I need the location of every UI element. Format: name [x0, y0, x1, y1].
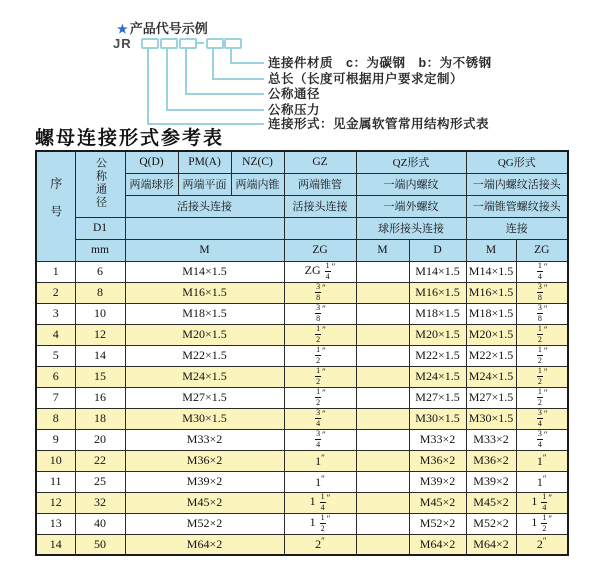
m-cell: M52×2: [125, 513, 284, 534]
fraction: $\frac{3}{8}$: [316, 303, 321, 323]
qz-m-cell: [356, 471, 409, 492]
col-nzc-header: NZ(C): [231, 151, 284, 173]
code-box-5: [224, 38, 242, 49]
fraction: $\frac{1}{2}$: [537, 387, 542, 407]
m-cell: M64×2: [125, 534, 284, 555]
qg-m-cell: M16×1.5: [466, 282, 516, 303]
qg-zg-cell: [516, 345, 568, 366]
qz-m-cell: [356, 387, 409, 408]
fraction: $\frac{3}{4}$: [316, 429, 321, 449]
qz-d-cell: M45×2: [409, 492, 466, 513]
inch-mark: ″: [542, 473, 547, 484]
inch-mark: ″: [322, 325, 326, 335]
gz-zg-cell: [284, 345, 356, 366]
fraction: $\frac{1}{2}$: [537, 345, 542, 365]
gz-zg-cell: 2″: [284, 534, 356, 555]
col-qd-header: Q(D): [125, 151, 178, 173]
fraction: $\frac{1}{2}$: [316, 324, 321, 344]
mm-header: mm: [75, 239, 125, 261]
inch-mark: ″: [543, 388, 548, 398]
seq-cell: 8: [36, 408, 75, 429]
seq-cell: 3: [36, 303, 75, 324]
fraction: $\frac{1}{2}$: [316, 345, 321, 365]
gz-zg-cell: 1″: [284, 471, 356, 492]
qg-zg-cell: [516, 429, 568, 450]
qz-m-cell: [356, 366, 409, 387]
gz-zg-cell: 1 $\frac{1}{2}$ ″: [284, 513, 356, 534]
code-box-2: [160, 38, 178, 49]
mm-cell: 18: [75, 408, 125, 429]
qz-m-cell: [356, 450, 409, 471]
qg-desc2: 一端锥管螺纹接头: [466, 195, 568, 217]
blank-cell-left: [125, 217, 284, 239]
blank-cell-gz: [284, 217, 356, 239]
qg-m-cell: M22×1.5: [466, 345, 516, 366]
fraction: $\frac{1}{2}$: [537, 366, 542, 386]
col-pma-header: PM(A): [178, 151, 231, 173]
mm-cell: 32: [75, 492, 125, 513]
diagram-heading: [117, 18, 208, 37]
qg-zg-cell: [516, 408, 568, 429]
mm-cell: 20: [75, 429, 125, 450]
qg-zg-cell: [516, 282, 568, 303]
mm-cell: 8: [75, 282, 125, 303]
qg-m-cell: M27×1.5: [466, 387, 516, 408]
fraction: $\frac{3}{4}$: [316, 408, 321, 428]
seq-cell: 10: [36, 450, 75, 471]
m-cell: M24×1.5: [125, 366, 284, 387]
table-row: [36, 429, 568, 450]
table-row: [36, 261, 568, 282]
diagram-label-nominal-press: 公称压力: [268, 103, 321, 117]
inch-mark: ″: [322, 409, 326, 419]
seq-cell: 2: [36, 282, 75, 303]
inch-mark: ″: [543, 283, 548, 293]
table-body: [36, 261, 568, 555]
qg-m-cell: M52×2: [466, 513, 516, 534]
qz-d-cell: M33×2: [409, 429, 466, 450]
qg-zg-cell: 1″: [516, 471, 568, 492]
gz-zg-cell: 1 $\frac{1}{4}$ ″: [284, 492, 356, 513]
m-left-header: M: [125, 239, 284, 261]
qd-desc: 两端球形: [125, 173, 178, 195]
seq-cell: 14: [36, 534, 75, 555]
gz-zg-cell: 1″: [284, 450, 356, 471]
qz-d-cell: M22×1.5: [409, 345, 466, 366]
inch-mark: ″: [542, 452, 547, 463]
m-cell: M16×1.5: [125, 282, 284, 303]
seq-cell: 6: [36, 366, 75, 387]
qg-m-cell: M18×1.5: [466, 303, 516, 324]
qg-m-cell: M45×2: [466, 492, 516, 513]
table-header: [36, 151, 568, 261]
table-title: 螺母连接形式参考表: [35, 128, 225, 149]
inch-mark: ″: [548, 493, 553, 503]
col-diameter-header: 公称通径: [75, 151, 125, 217]
qz-d-cell: M20×1.5: [409, 324, 466, 345]
qg-desc1: 一端内螺纹活接头: [466, 173, 568, 195]
inch-mark: ″: [322, 283, 326, 293]
inch-mark: ″: [542, 536, 547, 547]
qz-m-cell: [356, 492, 409, 513]
seq-cell: 7: [36, 387, 75, 408]
table-row: [36, 324, 568, 345]
seq-cell: 13: [36, 513, 75, 534]
m-cell: M20×1.5: [125, 324, 284, 345]
gz-zg-cell: [284, 324, 356, 345]
inch-mark: ″: [543, 367, 548, 377]
seq-cell: 4: [36, 324, 75, 345]
code-box-3: [179, 38, 197, 49]
qg-zg-cell: 1 $\frac{1}{2}$ ″: [516, 513, 568, 534]
fraction: $\frac{3}{4}$: [537, 408, 542, 428]
qg-zg-cell: 1 $\frac{1}{4}$ ″: [516, 492, 568, 513]
qg-zg-cell: 1″: [516, 450, 568, 471]
m-cell: M33×2: [125, 429, 284, 450]
inch-mark: ″: [322, 388, 326, 398]
seq-cell: 11: [36, 471, 75, 492]
d1-header: D1: [75, 217, 125, 239]
inch-mark: ″: [543, 325, 548, 335]
table-row: [36, 471, 568, 492]
fraction: $\frac{3}{8}$: [537, 282, 542, 302]
qg-zg-cell: [516, 387, 568, 408]
code-dash: [196, 42, 204, 44]
col-gz-header: GZ: [284, 151, 356, 173]
fraction: $\frac{1}{2}$: [320, 513, 325, 533]
fraction: $\frac{1}{2}$: [537, 324, 542, 344]
diagram-label-nominal-dia: 公称通径: [268, 87, 321, 101]
qz-m-cell: [356, 261, 409, 282]
qz-d-cell: M16×1.5: [409, 282, 466, 303]
mm-cell: 22: [75, 450, 125, 471]
m-cell: M45×2: [125, 492, 284, 513]
qg-m-cell: M14×1.5: [466, 261, 516, 282]
gz-zg-cell: [284, 429, 356, 450]
qz-d-cell: M18×1.5: [409, 303, 466, 324]
qz-m-cell: [356, 408, 409, 429]
union-conn-left: 活接头连接: [125, 195, 284, 217]
inch-mark: ″: [322, 367, 326, 377]
fraction: $\frac{1}{4}$: [320, 492, 325, 512]
seq-cell: 5: [36, 345, 75, 366]
m-cell: M39×2: [125, 471, 284, 492]
table-row: [36, 387, 568, 408]
m-qz-header: M: [356, 239, 409, 261]
qz-d-cell: M24×1.5: [409, 366, 466, 387]
m-cell: M14×1.5: [125, 261, 284, 282]
m-qg-header: M: [466, 239, 516, 261]
code-prefix: JR: [113, 36, 132, 51]
qz-m-cell: [356, 345, 409, 366]
qg-m-cell: M33×2: [466, 429, 516, 450]
gz-zg-cell: [284, 282, 356, 303]
zg-qg-header: ZG: [516, 239, 568, 261]
qz-m-cell: [356, 534, 409, 555]
mm-cell: 6: [75, 261, 125, 282]
table-row: [36, 513, 568, 534]
m-cell: M30×1.5: [125, 408, 284, 429]
inch-mark: ″: [321, 473, 325, 484]
qg-m-cell: M64×2: [466, 534, 516, 555]
zg-gz-header: ZG: [284, 239, 356, 261]
inch-mark: ″: [543, 409, 548, 419]
qg-m-cell: M39×2: [466, 471, 516, 492]
qg-zg-cell: [516, 303, 568, 324]
qg-zg-cell: [516, 324, 568, 345]
qg-m-cell: M20×1.5: [466, 324, 516, 345]
inch-mark: ″: [326, 493, 331, 503]
col-qg-header: QG形式: [466, 151, 568, 173]
fraction: $\frac{1}{2}$: [542, 513, 547, 533]
table-row: [36, 303, 568, 324]
mm-cell: 15: [75, 366, 125, 387]
qz-m-cell: [356, 429, 409, 450]
m-cell: M22×1.5: [125, 345, 284, 366]
diagram-label-total-length: 总长（长度可根据用户要求定制）: [268, 72, 464, 86]
qz-d-cell: M64×2: [409, 534, 466, 555]
qz-d-cell: M52×2: [409, 513, 466, 534]
fraction: $\frac{1}{4}$: [537, 261, 542, 281]
mm-cell: 12: [75, 324, 125, 345]
fraction: $\frac{3}{8}$: [316, 282, 321, 302]
gz-zg-cell: [284, 303, 356, 324]
mm-cell: 25: [75, 471, 125, 492]
inch-mark: ″: [331, 262, 336, 272]
union-conn-gz: 活接头连接: [284, 195, 356, 217]
table-row: [36, 345, 568, 366]
fraction: $\frac{1}{2}$: [316, 387, 321, 407]
fraction: $\frac{3}{4}$: [537, 429, 542, 449]
qz-m-cell: [356, 513, 409, 534]
inch-mark: ″: [322, 346, 326, 356]
code-box-4: [206, 38, 224, 49]
inch-mark: ″: [543, 262, 548, 272]
code-box-1: [141, 38, 159, 49]
mm-cell: 10: [75, 303, 125, 324]
diagram-title: 产品代号示例: [129, 21, 208, 36]
mm-cell: 14: [75, 345, 125, 366]
inch-mark: ″: [321, 536, 325, 547]
qg-zg-cell: 2″: [516, 534, 568, 555]
table-row: [36, 366, 568, 387]
nut-connection-reference-table: [35, 150, 569, 556]
mm-cell: 50: [75, 534, 125, 555]
inch-mark: ″: [322, 430, 326, 440]
qg-zg-cell: [516, 261, 568, 282]
col-seq-header: 序号: [36, 151, 75, 261]
gz-desc: 两端锥管: [284, 173, 356, 195]
gz-zg-cell: [284, 408, 356, 429]
seq-cell: 1: [36, 261, 75, 282]
inch-mark: ″: [321, 452, 325, 463]
qg-m-cell: M36×2: [466, 450, 516, 471]
m-cell: M27×1.5: [125, 387, 284, 408]
qz-conn: 球形接头连接: [356, 217, 466, 239]
mm-cell: 16: [75, 387, 125, 408]
star-icon: ★: [117, 22, 128, 36]
seq-cell: 9: [36, 429, 75, 450]
m-cell: M36×2: [125, 450, 284, 471]
d-qz-header: D: [409, 239, 466, 261]
col-qz-header: QZ形式: [356, 151, 466, 173]
fraction: $\frac{1}{2}$: [316, 366, 321, 386]
qg-conn: 连接: [466, 217, 568, 239]
qz-d-cell: M36×2: [409, 450, 466, 471]
table-row: [36, 534, 568, 555]
header-row-5: [36, 239, 568, 261]
m-cell: M18×1.5: [125, 303, 284, 324]
table-row: [36, 492, 568, 513]
nzc-desc: 两端内锥: [231, 173, 284, 195]
header-row-4: [36, 217, 568, 239]
fraction: $\frac{1}{4}$: [542, 492, 547, 512]
inch-mark: ″: [548, 514, 553, 524]
table-row: [36, 450, 568, 471]
fraction: $\frac{1}{4}$: [325, 261, 330, 281]
inch-mark: ″: [543, 346, 548, 356]
qz-m-cell: [356, 324, 409, 345]
qz-m-cell: [356, 282, 409, 303]
inch-mark: ″: [326, 514, 331, 524]
header-row-1: [36, 151, 568, 173]
diagram-label-material: 连接件材质 c：为碳钢 b：为不锈钢: [268, 56, 492, 70]
seq-cell: 12: [36, 492, 75, 513]
inch-mark: ″: [322, 304, 326, 314]
qz-d-cell: M39×2: [409, 471, 466, 492]
qz-m-cell: [356, 303, 409, 324]
inch-mark: ″: [543, 304, 548, 314]
gz-zg-cell: [284, 366, 356, 387]
qz-d-cell: M27×1.5: [409, 387, 466, 408]
fraction: $\frac{3}{8}$: [537, 303, 542, 323]
mm-cell: 40: [75, 513, 125, 534]
table-row: [36, 408, 568, 429]
qg-zg-cell: [516, 366, 568, 387]
table-row: [36, 282, 568, 303]
qg-m-cell: M24×1.5: [466, 366, 516, 387]
diagram-label-conn-form: 连接形式：见金属软管常用结构形式表: [268, 117, 490, 131]
qz-desc1: 一端内螺纹: [356, 173, 466, 195]
gz-zg-cell: ZG $\frac{1}{4}$ ″: [284, 261, 356, 282]
gz-zg-cell: [284, 387, 356, 408]
qg-m-cell: M30×1.5: [466, 408, 516, 429]
qz-d-cell: M14×1.5: [409, 261, 466, 282]
inch-mark: ″: [543, 430, 548, 440]
pma-desc: 两端平面: [178, 173, 231, 195]
qz-d-cell: M30×1.5: [409, 408, 466, 429]
qz-desc2: 一端外螺纹: [356, 195, 466, 217]
